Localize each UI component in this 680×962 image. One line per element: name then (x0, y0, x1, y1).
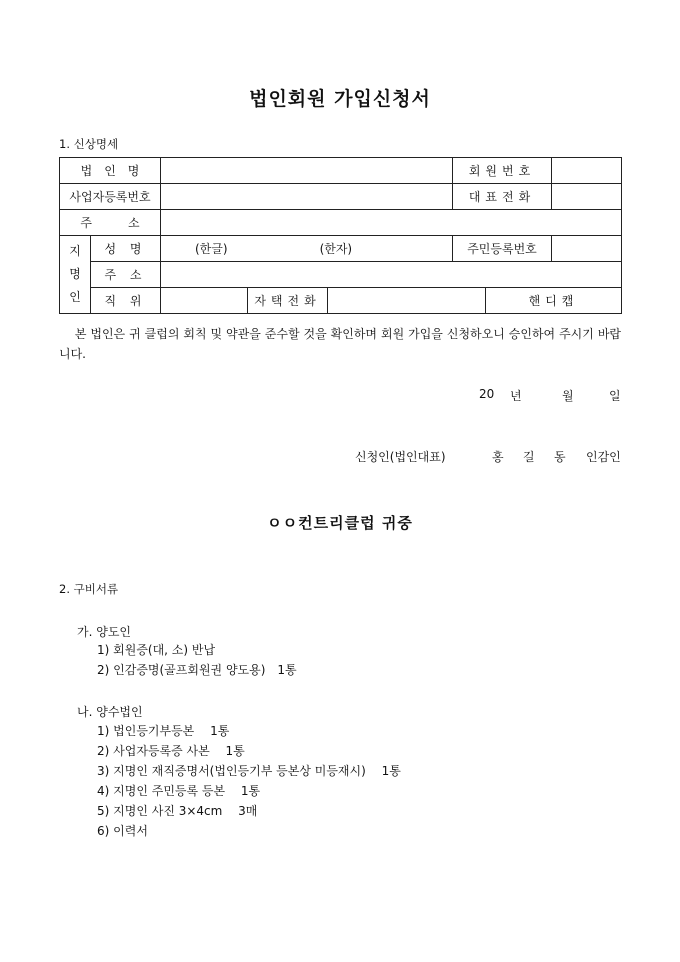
transferee-doc-item: 3) 지명인 재직증명서(법인등기부 등본상 미등재시) 1통 (97, 764, 401, 778)
consent-statement (59, 324, 621, 364)
representative-phone-label: 대표전화 (453, 184, 552, 210)
club-addressee: ㅇㅇ컨트리클럽 귀중 (267, 514, 413, 532)
handicap-label: 핸디캡 (486, 288, 622, 314)
applicant-name-char: 동 (554, 450, 566, 464)
member-number-field[interactable] (552, 158, 622, 184)
representative-phone-field[interactable] (552, 184, 622, 210)
designee-name-field[interactable] (161, 236, 453, 262)
position-field[interactable] (161, 288, 248, 314)
applicant-label: 신청인(법인대표) (355, 450, 446, 464)
transferee-heading: 나. 양수법인 (77, 705, 143, 719)
designee-address-field[interactable] (161, 262, 622, 288)
section-heading-required-documents: 2. 구비서류 (59, 582, 119, 596)
date-year-prefix: 20 (479, 387, 495, 401)
designee-char: 명 (69, 267, 81, 281)
applicant-name-char: 홍 (492, 450, 504, 464)
transferor-doc-item: 2) 인감증명(골프회원권 양도용) 1통 (97, 663, 297, 677)
date-month-label: 월 (562, 389, 574, 403)
consent-text: 본 법인은 귀 클럽의 회칙 및 약관을 준수할 것을 확인하며 회원 가입을 신청하오니 승인하여 주시기 바랍니다. (59, 327, 621, 361)
business-registration-field[interactable] (161, 184, 453, 210)
transferor-doc-item: 1) 회원증(대, 소) 반납 (97, 643, 216, 657)
designee-name-label: 성 명 (91, 236, 161, 262)
member-number-label: 회원번호 (453, 158, 552, 184)
transferor-heading: 가. 양도인 (77, 625, 131, 639)
address-field[interactable] (161, 210, 622, 236)
name-korean-hint: (한글) (195, 242, 228, 256)
resident-number-field[interactable] (552, 236, 622, 262)
application-form-table (59, 157, 622, 314)
transferee-doc-item: 1) 법인등기부등본 1통 (97, 724, 230, 738)
name-hanja-hint: (한자) (319, 242, 353, 256)
transferee-doc-item: 2) 사업자등록증 사본 1통 (97, 744, 245, 758)
corporate-name-field[interactable] (161, 158, 453, 184)
seal-label: 인감인 (586, 450, 621, 464)
address-label: 주 소 (60, 210, 161, 236)
designee-label (60, 236, 91, 314)
business-registration-label: 사업자등록번호 (60, 184, 161, 210)
document-title: 법인회원 가입신청서 (249, 88, 431, 110)
applicant-name-char: 길 (523, 450, 535, 464)
date-day-label: 일 (609, 389, 621, 403)
transferee-doc-item: 6) 이력서 (97, 824, 148, 838)
section-heading-personal-details: 1. 신상명세 (59, 137, 119, 151)
corporate-name-label: 법 인 명 (60, 158, 161, 184)
transferee-doc-item: 4) 지명인 주민등록 등본 1통 (97, 784, 261, 798)
home-phone-label: 자택전화 (248, 288, 328, 314)
resident-number-label: 주민등록번호 (453, 236, 552, 262)
designee-char: 지 (69, 244, 81, 258)
home-phone-field[interactable] (328, 288, 486, 314)
position-label: 직 위 (91, 288, 161, 314)
transferee-doc-item: 5) 지명인 사진 3×4cm 3매 (97, 804, 258, 818)
designee-address-label: 주 소 (91, 262, 161, 288)
designee-char: 인 (69, 290, 81, 304)
date-year-label: 년 (510, 389, 522, 403)
